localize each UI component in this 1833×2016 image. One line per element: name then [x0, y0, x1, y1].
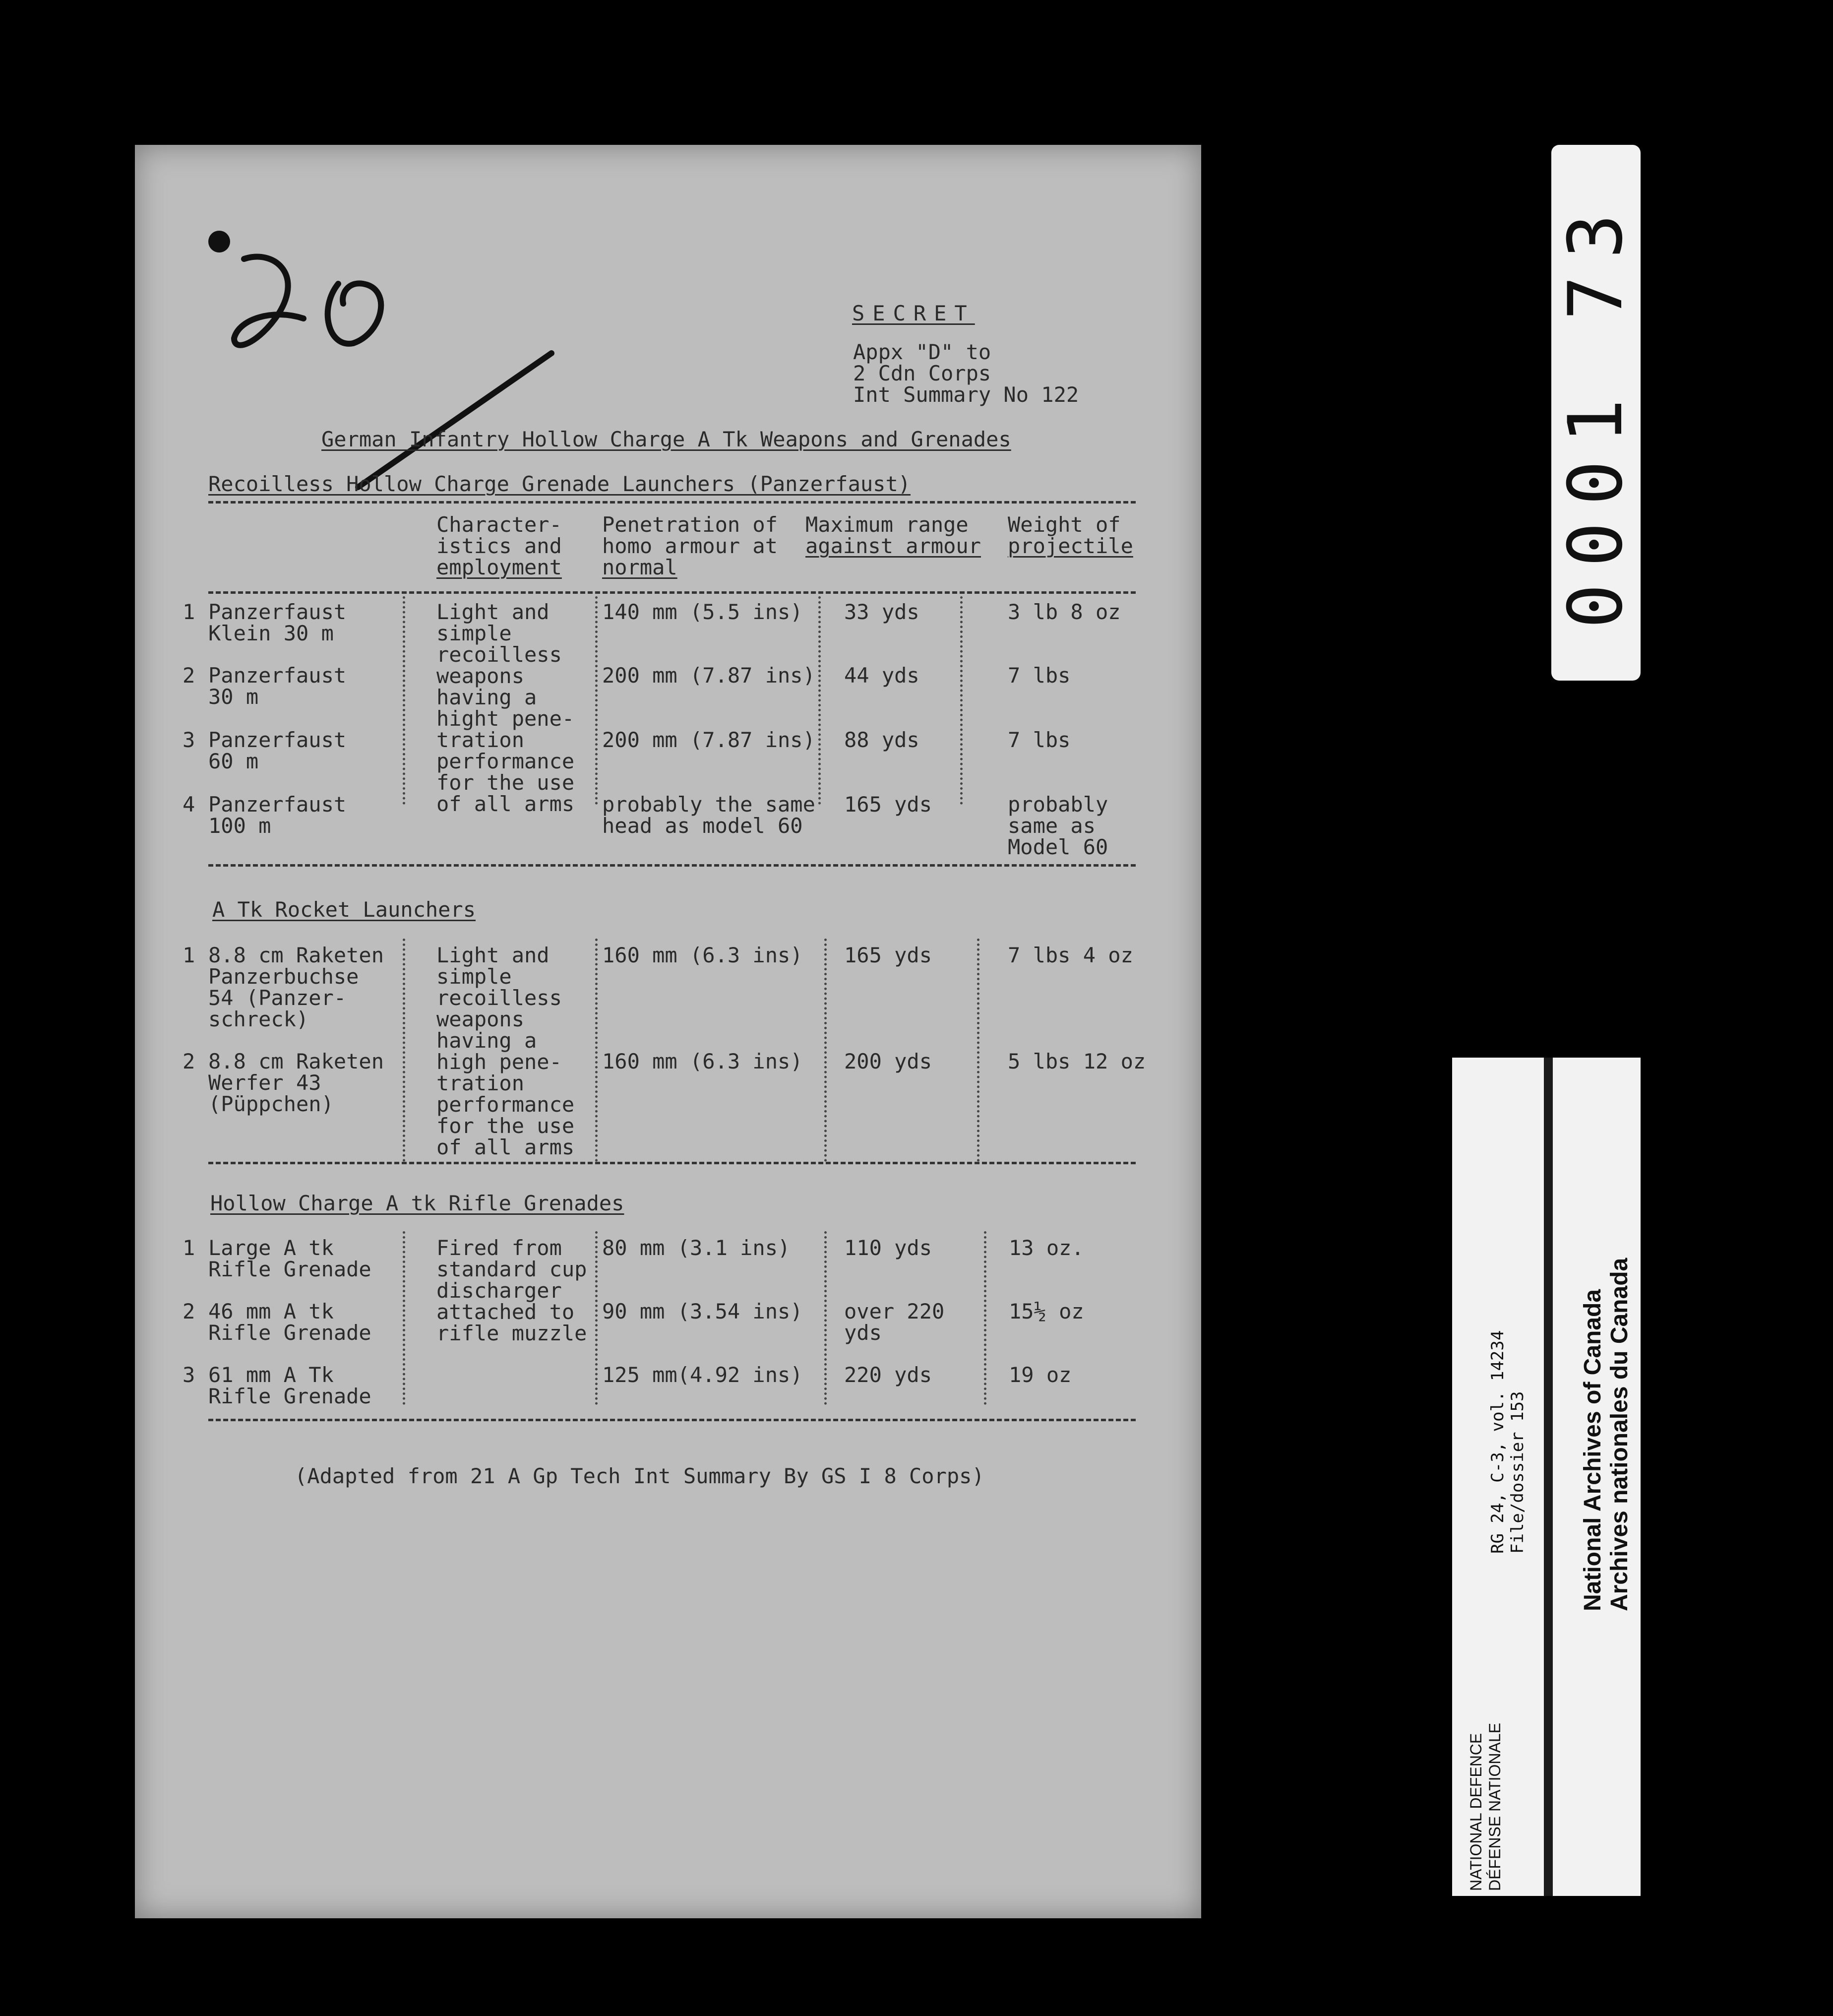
column-divider [403, 596, 405, 805]
section-heading: Hollow Charge A tk Rifle Grenades [210, 1191, 624, 1215]
table-row-number: 2 [183, 663, 195, 688]
column-divider [595, 939, 598, 1162]
archive-reference: RG 24, C-3, vol. 14234 [1488, 1330, 1508, 1554]
range-value: 200 yds [844, 1049, 932, 1073]
column-divider [977, 939, 979, 1162]
archive-reference: File/dossier 153 [1508, 1391, 1528, 1554]
table-row-number: 2 [183, 1049, 195, 1073]
penetration-value: probably the same head as model 60 [602, 792, 815, 838]
weight-value: 19 oz [1009, 1363, 1072, 1387]
table-row-number: 4 [183, 792, 195, 817]
range-value: 220 yds [844, 1363, 932, 1387]
range-value: 88 yds [844, 728, 919, 752]
range-value: 165 yds [844, 792, 932, 817]
weight-value: probably same as Model 60 [1008, 792, 1108, 859]
table-row-number: 2 [183, 1299, 195, 1323]
weight-value: 7 lbs [1008, 663, 1071, 688]
column-header: Maximum range against armour [805, 512, 981, 558]
range-value: 33 yds [844, 600, 919, 624]
reference-line: Appx "D" to [853, 340, 991, 364]
section-heading: Recoilless Hollow Charge Grenade Launchers (Panzerfaust) [208, 472, 911, 496]
weight-value: 15½ oz [1009, 1299, 1084, 1323]
weight-value: 7 lbs [1008, 728, 1071, 752]
separator-line [208, 1419, 1136, 1421]
weapon-name: Panzerfaust 60 m [208, 728, 347, 773]
weight-value: 5 lbs 12 oz [1008, 1049, 1146, 1073]
separator-line [208, 591, 1136, 594]
column-divider [818, 596, 821, 805]
table-row-number: 3 [183, 1363, 195, 1387]
weapon-name: Panzerfaust 100 m [208, 792, 347, 838]
column-divider [595, 1231, 598, 1405]
characteristics-text: Fired from standard cup discharger attached to rifle muzzle [436, 1236, 587, 1345]
weight-value: 7 lbs 4 oz [1008, 943, 1133, 967]
weapon-name: 46 mm A tk Rifle Grenade [208, 1299, 371, 1345]
reference-line: Int Summary No 122 [853, 382, 1079, 407]
column-divider [824, 1231, 827, 1405]
frame-number: 0001 73 [1553, 196, 1639, 629]
column-divider [960, 596, 963, 805]
weapon-name: Large A tk Rifle Grenade [208, 1236, 371, 1281]
range-value: 44 yds [844, 663, 919, 688]
penetration-value: 200 mm (7.87 ins) [602, 728, 815, 752]
weight-value: 13 oz. [1009, 1236, 1084, 1260]
weapon-name: Panzerfaust Klein 30 m [208, 600, 347, 645]
penetration-value: 160 mm (6.3 ins) [602, 1049, 803, 1073]
penetration-value: 125 mm(4.92 ins) [602, 1363, 803, 1387]
reference-line: 2 Cdn Corps [853, 361, 991, 385]
document-title: German Infantry Hollow Charge A Tk Weapons and Grenades [321, 427, 1011, 451]
penetration-value: 200 mm (7.87 ins) [602, 663, 815, 688]
table-row-number: 1 [183, 943, 195, 967]
classification-stamp: SECRET [852, 301, 975, 325]
archive-name-fr: Archives nationales du Canada [1606, 1258, 1633, 1611]
column-header: Character- istics and employment [436, 512, 562, 579]
weight-value: 3 lb 8 oz [1008, 600, 1121, 624]
separator-line [208, 864, 1136, 867]
label-divider [1544, 1058, 1553, 1896]
department-label: NATIONAL DEFENCE [1467, 1733, 1485, 1891]
penetration-value: 160 mm (6.3 ins) [602, 943, 803, 967]
column-header: Weight of projectile [1008, 512, 1133, 558]
table-row-number: 1 [183, 600, 195, 624]
column-divider [403, 1231, 405, 1405]
characteristics-text: Light and simple recoilless weapons having a hight pene- tration performance for the use of all arms [436, 600, 575, 816]
column-divider [403, 939, 405, 1162]
range-value: 110 yds [844, 1236, 932, 1260]
weapon-name: 8.8 cm Raketen Werfer 43 (Püppchen) [208, 1049, 384, 1116]
penetration-value: 80 mm (3.1 ins) [602, 1236, 791, 1260]
footer-note: (Adapted from 21 A Gp Tech Int Summary By GS I 8 Corps) [295, 1464, 984, 1488]
weapon-name: 8.8 cm Raketen Panzerbuchse 54 (Panzer- schreck) [208, 943, 384, 1031]
weapon-name: 61 mm A Tk Rifle Grenade [208, 1363, 371, 1408]
characteristics-text: Light and simple recoilless weapons having a high pene- tration performance for the use of all arms [436, 943, 575, 1159]
weapon-name: Panzerfaust 30 m [208, 663, 347, 709]
archive-label [1452, 1058, 1641, 1896]
table-row-number: 1 [183, 1236, 195, 1260]
department-label: DÉFENSE NATIONALE [1486, 1722, 1504, 1891]
penetration-value: 140 mm (5.5 ins) [602, 600, 803, 624]
range-value: 165 yds [844, 943, 932, 967]
document-page [135, 145, 1201, 1918]
table-row-number: 3 [183, 728, 195, 752]
column-divider [984, 1231, 986, 1405]
section-heading: A Tk Rocket Launchers [212, 897, 476, 922]
penetration-value: 90 mm (3.54 ins) [602, 1299, 803, 1323]
archive-name-en: National Archives of Canada [1580, 1289, 1606, 1611]
range-value: over 220 yds [844, 1299, 945, 1345]
frame-number-label [1551, 145, 1641, 681]
separator-line [208, 1162, 1136, 1164]
column-divider [824, 939, 827, 1162]
separator-line [208, 501, 1136, 504]
column-header: Penetration of homo armour at normal [602, 512, 778, 579]
column-divider [595, 596, 598, 805]
